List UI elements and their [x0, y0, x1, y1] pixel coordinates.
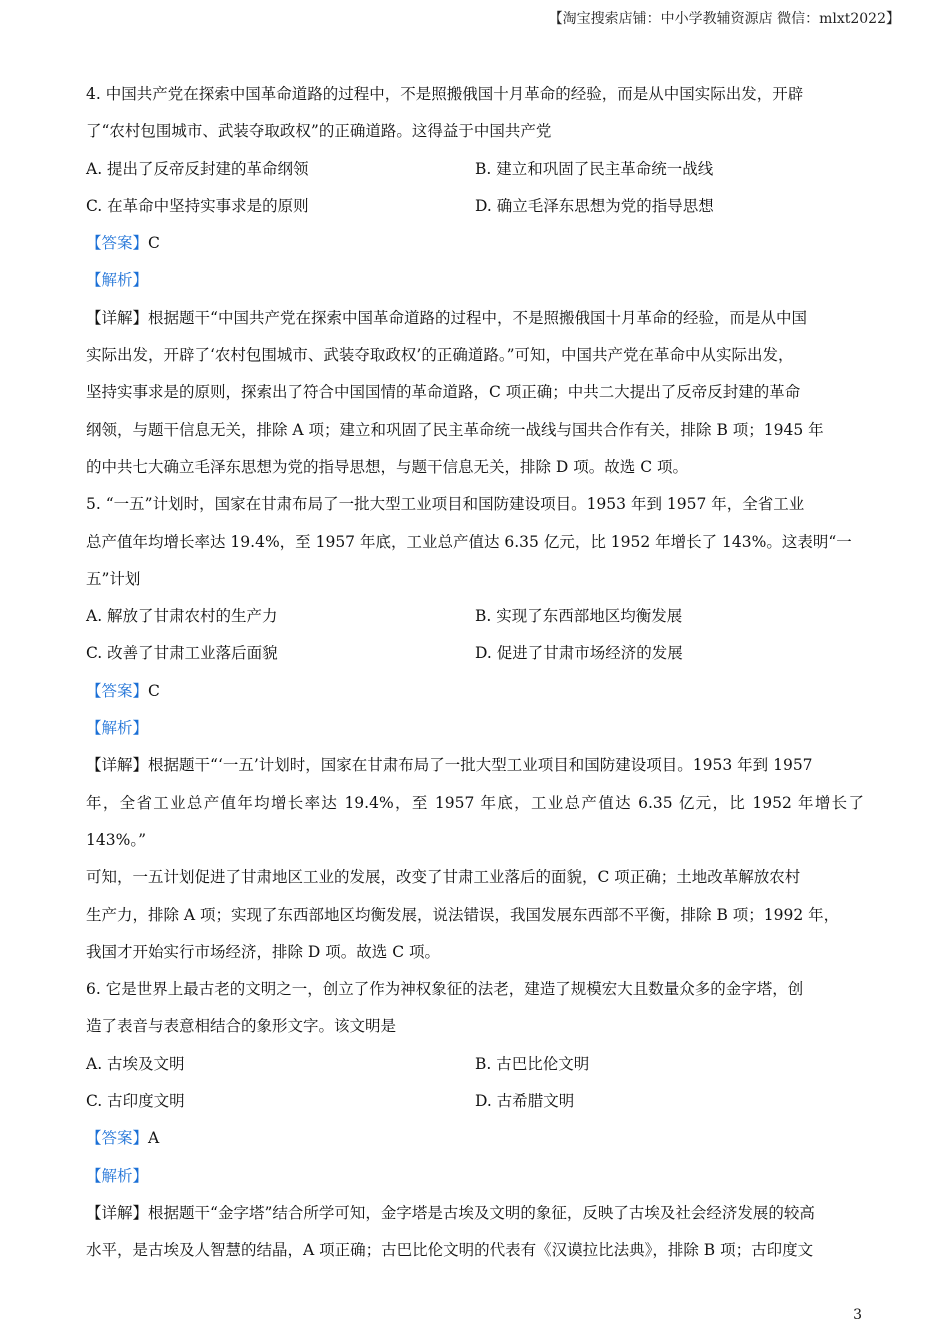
options-row [86, 1083, 864, 1120]
option-b: B. 实现了东西部地区均衡发展 [475, 607, 683, 626]
question-stem-line: 5. “一五”计划时，国家在甘肃布局了一批大型工业项目和国防建设项目。1953 年到 1957 年，全省工业 [86, 495, 805, 514]
question-stem-line: 4. 中国共产党在探索中国革命道路的过程中，不是照搬俄国十月革命的经验，而是从中国实际出发，开辟 [86, 85, 804, 103]
options-row [86, 151, 864, 188]
detail-text: 根据题干“金字塔”结合所学可知，金字塔是古埃及文明的象征，反映了古埃及社会经济发展的较高 [148, 1203, 815, 1222]
options-row [86, 1046, 864, 1083]
question-5 [86, 486, 864, 971]
option-a: A. 古埃及文明 [86, 1054, 185, 1073]
question-stem-line: 总产值年均增长率达 19.4%，至 1957 年底，工业总产值达 6.35 亿元，比 1952 年增长了 143%。这表明“一 [86, 532, 852, 551]
detail-line: 坚持实事求是的原则，探索出了符合中国国情的革命道路，C 项正确；中共二大提出了反帝反封建的革命 [86, 383, 801, 402]
options-row [86, 635, 864, 672]
detail-label: 【详解】 [86, 1203, 149, 1222]
option-a: A. 解放了甘肃农村的生产力 [86, 607, 278, 626]
option-a: A. 提出了反帝反封建的革命纲领 [86, 159, 309, 178]
question-stem-line: 了“农村包围城市、武装夺取政权”的正确道路。这得益于中国共产党 [86, 122, 552, 141]
question-stem-line: 造了表音与表意相结合的象形文字。该文明是 [86, 1017, 397, 1036]
detail-line [86, 300, 864, 337]
answer-label: 【答案】 [86, 234, 149, 253]
detail-line: 纲领，与题干信息无关，排除 A 项；建立和巩固了民主革命统一战线与国共合作有关，排除 B 项；1945 年 [86, 420, 824, 439]
answer-line [86, 1120, 864, 1157]
detail-line: 生产力，排除 A 项；实现了东西部地区均衡发展，说法错误，我国发展东西部不平衡，排除 B 项；1992 年， [86, 905, 840, 924]
option-d: D. 古希腊文明 [475, 1092, 575, 1111]
option-b: B. 建立和巩固了民主革命统一战线 [475, 159, 714, 178]
detail-line [86, 1195, 864, 1232]
detail-line: 我国才开始实行市场经济，排除 D 项。故选 C 项。 [86, 942, 440, 961]
answer-value: C [148, 234, 160, 253]
detail-label: 【详解】 [86, 308, 149, 327]
page-header: 【淘宝搜索店铺：中小学教辅资源店 微信：mlxt2022】 [548, 11, 900, 27]
options-row [86, 598, 864, 635]
answer-label: 【答案】 [86, 681, 149, 700]
detail-line: 年，全省工业总产值年均增长率达 19.4%，至 1957 年底，工业总产值达 6.35 亿元，比 1952 年增长了 143%。” [86, 793, 864, 849]
analysis-label: 【解析】 [86, 1166, 149, 1185]
detail-label: 【详解】 [86, 756, 149, 775]
detail-text: 根据题干“中国共产党在探索中国革命道路的过程中，不是照搬俄国十月革命的经验，而是从中国 [148, 308, 807, 327]
answer-value: A [148, 1129, 160, 1148]
detail-line [86, 747, 864, 784]
detail-text: 根据题干“‘一五’计划时，国家在甘肃布局了一批大型工业项目和国防建设项目。1953 年到 1957 [148, 756, 813, 775]
detail-line: 可知，一五计划促进了甘肃地区工业的发展，改变了甘肃工业落后的面貌，C 项正确；土地改革解放农村 [86, 868, 801, 887]
question-stem-line: 6. 它是世界上最古老的文明之一，创立了作为神权象征的法老，建造了规模宏大且数量众多的金字塔，创 [86, 980, 804, 999]
detail-line: 的中共七大确立毛泽东思想为党的指导思想，与题干信息无关，排除 D 项。故选 C 项。 [86, 457, 688, 476]
option-c: C. 古印度文明 [86, 1092, 185, 1111]
analysis-label: 【解析】 [86, 719, 149, 738]
page-number: 3 [853, 1307, 862, 1323]
detail-line: 实际出发，开辟了‘农村包围城市、武装夺取政权’的正确道路。”可知，中国共产党在革命中从实际出发， [86, 346, 794, 365]
option-c: C. 改善了甘肃工业落后面貌 [86, 644, 278, 663]
question-4 [86, 76, 864, 486]
answer-label: 【答案】 [86, 1129, 149, 1148]
option-d: D. 确立毛泽东思想为党的指导思想 [475, 196, 714, 215]
analysis-line [86, 262, 864, 299]
question-stem-line: 五”计划 [86, 569, 141, 588]
analysis-line [86, 710, 864, 747]
option-d: D. 促进了甘肃市场经济的发展 [475, 644, 683, 663]
question-6 [86, 971, 864, 1269]
document-body [86, 76, 864, 1270]
answer-line [86, 673, 864, 710]
answer-value: C [148, 681, 160, 700]
answer-line [86, 225, 864, 262]
option-b: B. 古巴比伦文明 [475, 1054, 590, 1073]
detail-line: 水平，是古埃及人智慧的结晶，A 项正确；古巴比伦文明的代表有《汉谟拉比法典》，排除 B 项；古印度文 [86, 1241, 814, 1260]
analysis-line [86, 1158, 864, 1195]
options-row [86, 188, 864, 225]
analysis-label: 【解析】 [86, 271, 149, 290]
option-c: C. 在革命中坚持实事求是的原则 [86, 196, 309, 215]
